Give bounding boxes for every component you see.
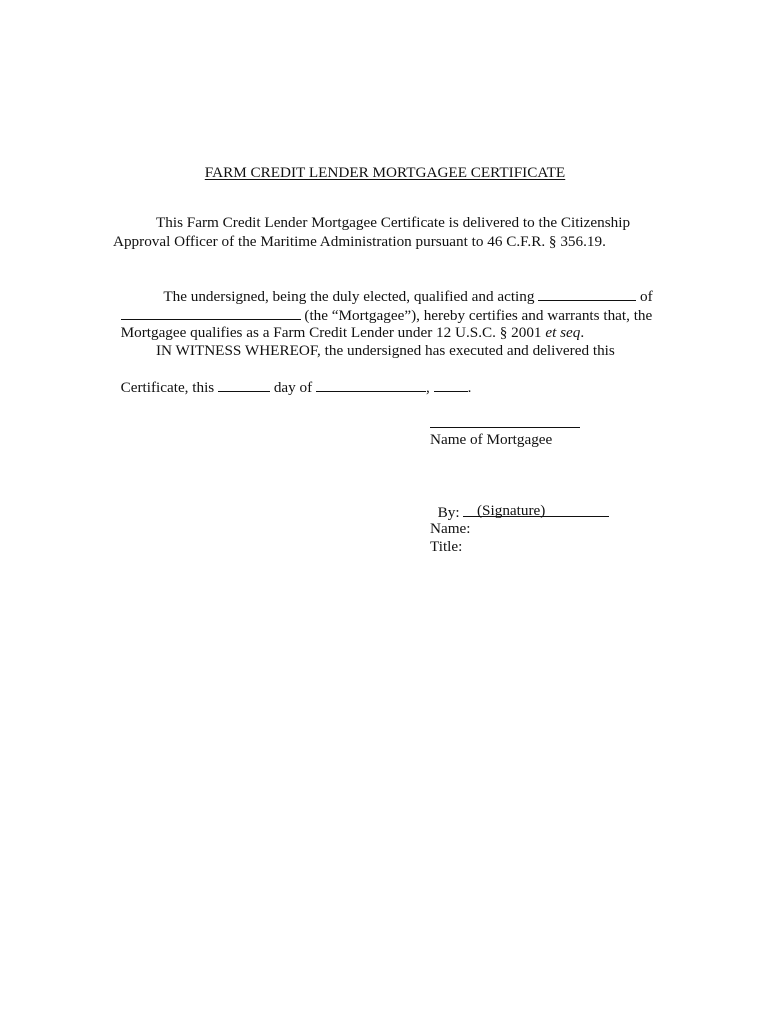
paragraph-2-line-3-end: .	[580, 324, 585, 341]
by-label: By:	[437, 504, 460, 521]
year-blank[interactable]	[434, 378, 468, 392]
et-seq-italic: et seq	[545, 324, 581, 341]
document-title: FARM CREDIT LENDER MORTGAGEE CERTIFICATE	[204, 164, 566, 181]
paragraph-2-line-2-text: (the “Mortgagee”), hereby certifies and warrants that, the	[304, 307, 653, 324]
day-blank[interactable]	[218, 378, 270, 392]
signature-label: (Signature)	[477, 502, 546, 519]
paragraph-1-line-1: This Farm Credit Lender Mortgagee Certificate is delivered to the Citizenship	[156, 214, 631, 231]
paragraph-2-line-3	[113, 306, 584, 342]
paragraph-2-line-3-text: Mortgagee qualifies as a Farm Credit Lender under 12 U.S.C. § 2001	[120, 324, 546, 341]
name-of-mortgagee-label: Name of Mortgagee	[430, 431, 553, 448]
title-label: Title:	[430, 538, 463, 555]
date-comma: ,	[426, 379, 430, 396]
paragraph-2-line-1-text: The undersigned, being the duly elected, qualified and acting	[163, 288, 535, 305]
certificate-this-label: Certificate, this	[120, 379, 215, 396]
paragraph-3-line-1: IN WITNESS WHEREOF, the undersigned has executed and delivered this	[156, 342, 615, 359]
paragraph-3-line-2	[113, 360, 471, 397]
paragraph-1-line-2: Approval Officer of the Maritime Administration pursuant to 46 C.F.R. § 356.19.	[113, 233, 606, 250]
name-label: Name:	[430, 520, 471, 537]
paragraph-2-of: of	[640, 288, 653, 305]
month-blank[interactable]	[316, 378, 426, 392]
date-period: .	[467, 379, 472, 396]
mortgagee-name-line[interactable]	[430, 427, 580, 428]
day-of-label: day of	[273, 379, 313, 396]
